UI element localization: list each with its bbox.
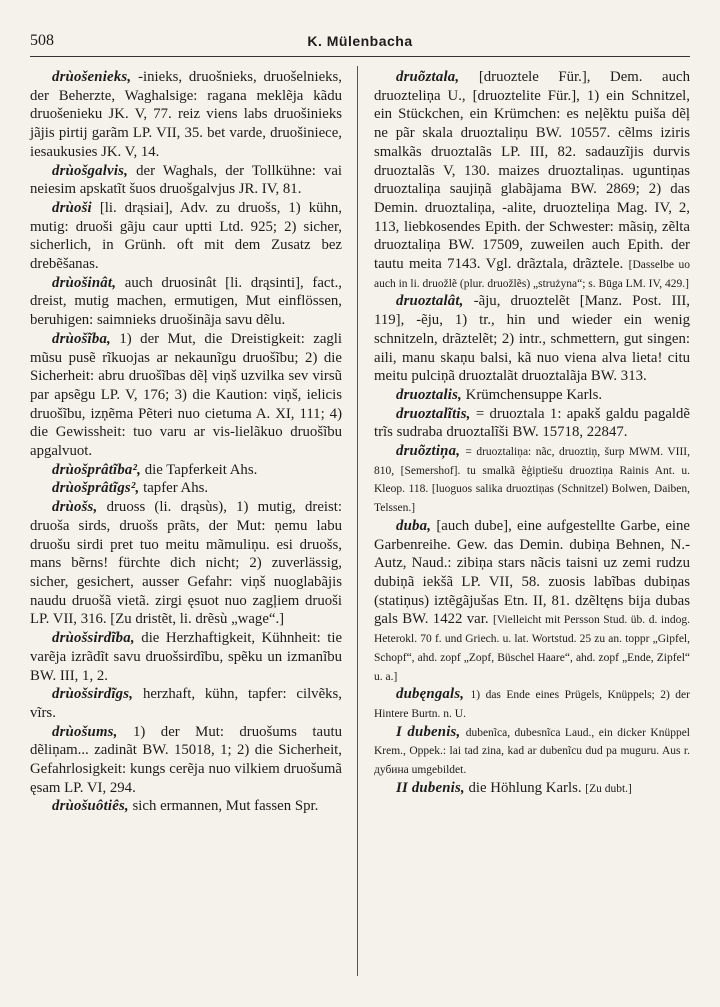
dictionary-entry [374,68,690,292]
entry-headword: drùošsirdĩgs, [52,686,134,703]
entry-definition: der Waghals, der Tollkühne: vai neiesim apskatĩt šuos druošgalvjus JR. IV, 81. [30,162,343,198]
entry-definition: [druoztele Für.], Dem. auch druozteliņa U., [druoztelite Für.], 1) ein Schnitzel, ein Stückchen, ein Krümchen: es neļẽktu puiša dẽļ ne pãr skala druoztaliņu BW. 10557. cẽlms iziris smalkãs druoztalãs LP. III, 82. sadauzĩjis durvis druoztalãs V, 130. maizes druoztaliņas. uguntiņas druoztaliņa saujiņã glabãjama BW. 2869; 2) das Demin. druoztaliņa, -alite, druozteliņa Mag. IV, 2, 113, liebkosendes Epith. der Schwester: mãsiņ, zẽlta druoztaliņa BW. 17509, zuweilen auch Epith. der tautu meita 7143. Vgl. drãztala, drãztele. [374,69,690,273]
entry-note: dubenĩca, dubesnĩca Laud., ein dicker Knüppel Krem., Oppek.: lai tad zina, kad ar dubenĩcu dud pa muguru. Aus r. дубина umgebildet. [374,726,690,777]
dictionary-entry [30,797,342,816]
dictionary-entry [374,386,690,405]
entry-definition: -ãju, druoztelẽt [Manz. Post. III, 119], -ẽju, 1) tr., hin und wieder ein wenig schnitzeln, drãztelẽt; 2) intr., schmettern, gut singen: aili, manu skaņu balsi, kã nuo viena alva lieta! citu meitu pulciņã druoztalãt druoztalãja BW. 313. [374,293,691,385]
entry-note: 1) das Ende eines Prügels, Knüppels; 2) der Hintere Burtn. n. U. [374,689,690,720]
entry-headword: drùoši [52,199,92,216]
left-column [30,68,342,816]
entry-headword: druoztalis, [396,386,462,403]
dictionary-entry [374,442,690,517]
entry-definition: 1) der Mut: druošums tautu dẽliņam... zadinãt BW. 15018, 1; 2) die Sicherheit, Gefahrlosigkeit: kungs cerẽja nuo vilkiem druošumã ęsam LP. VI, 294. [30,723,342,796]
entry-headword: drùošprâtĩba², [52,461,142,478]
entry-definition: die Tapferkeit Ahs. [144,461,258,478]
page-header [30,30,690,58]
page-number: 508 [30,32,54,49]
dictionary-entry [374,405,690,442]
dictionary-entry [30,685,342,722]
dictionary-entry [374,685,690,722]
entry-note: = druoztaliņa: nãc, druoztiņ, šurp MWM. VIII, 810, [Semershof]. tu smalkã ẽģiptiešu druoztiņa Rainis Ant. u. Kleop. 118. [luoguos salika druoztiņas (Schnitzel) Bolwen, Daiben, Telssen.] [374,446,690,515]
entry-headword: druoztalât, [396,293,464,310]
entry-headword: duba, [396,517,432,534]
dictionary-entry [30,199,342,274]
entry-headword: druõztala, [396,69,460,85]
dictionary-entry [374,723,690,779]
dictionary-entry [30,461,342,480]
entry-definition: sich ermannen, Mut fassen Spr. [132,798,319,815]
running-head: K. Mülenbacha [307,33,413,49]
entry-headword: I dubenis, [396,723,461,740]
entry-headword: drùošenieks, [52,69,132,85]
entry-headword: druoztalĩtis, [396,405,471,422]
entry-headword: drùošgalvis, [52,162,128,179]
entry-note: [Dasselbe uo auch in li. druožlẽ (plur. druožlẽs) „strużyna“; s. Būga LM. IV, 429.] [374,259,691,290]
entry-headword: dubęngals, [396,686,465,703]
dictionary-entry [30,68,342,162]
entry-headword: drùošums, [52,723,118,740]
entry-definition: druoss (li. drąsùs), 1) mutig, dreist: druoša sirds, druošs prãts, der Mut: ņemu labu druošu sirdi pret tuo meitu mãmuliņu. esi druošs, mans bẽrns! fürchte dich nicht; 2) zuverlässig, sicher, gesichert, ausser Gefahr: viņš nuoglabãjis naudu druošã vietã. zirgi ęsuot nuo zagļiem druoši LP. VII, 316. [Zu dristẽt, li. drẽsù „wage“.] [30,499,342,628]
entry-definition: die Höhlung Karls. [468,779,582,796]
entry-note: [Vielleicht mit Persson Stud. üb. d. indog. Heterokl. 70 f. und Griech. u. lat. Wortstud. 25 zu an. toppr „Gipfel, Schopf“, ahd. zopf „Zopf, Büschel Haare“, ahd. zopf „Ende, Zipfel“ u. a.] [374,614,691,683]
dictionary-entry [30,274,342,330]
entry-headword: drùošuôtiês, [52,798,129,815]
entry-definition: 1) der Mut, die Dreistigkeit: zagli mũsu pusẽ rĩkuojas ar nekaunĩgu druošĩbu; 2) die Sicherheit: abru druošĩbas dẽļ viņš uzvilka sev virsũ par apsẽgu LP. V, 176; 3) die Kaution: viņš, ielicis druošĩbu, izņẽma Pẽteri nuo cietuma A. XI, 111; 4) die Gewissheit: tuo varu ar vis-lielãkuo druošĩbu apgalvuot. [30,330,343,460]
dictionary-entry [374,517,690,685]
entry-headword: drùošĩba, [52,330,111,347]
entry-definition: -inieks, druošnieks, druošelnieks, der Beherzte, Waghalsige: ragana meklẽja kãdu druošenieku JK. V, 77. reiz viens labs druošinieks jãjis pirtij garãm LP. VII, 35. bet varde, druošiniece, iesaukusies JK. V, 14. [30,69,342,160]
column-divider [357,66,358,976]
entry-headword: drùošsirdĩba, [52,630,135,647]
entry-definition: herzhaft, kühn, tapfer: cilvẽks, vĩrs. [30,686,342,721]
entry-headword: druõztiņa, [396,443,461,460]
entry-definition: Krümchensuppe Karls. [465,386,603,403]
entry-definition: auch druosinât [li. drąsinti], fact., dreist, mutig machen, ermutigen, Mut einflössen, beruhigen: saimnieks druošinãja savu dẽlu. [30,274,343,329]
dictionary-entry [374,292,690,386]
entry-definition: [li. drąsiai], Adv. zu druošs, 1) kühn, mutig: druoši gãju caur uptti Ltd. 925; 2) sicher, sicherlich, in Grünh. oft mit dem Zusatz bez drebẽšanas. [30,199,342,273]
dictionary-entry [30,498,342,629]
dictionary-entry [30,629,342,685]
entry-definition: tapfer Ahs. [143,480,209,497]
entry-definition: die Herzhaftigkeit, Kühnheit: tie varẽja izrãdĩt savu druošsirdĩbu, spẽku un izmanĩbu BW. III, 1, 2. [30,630,343,684]
dictionary-entry [30,723,342,798]
dictionary-entry [374,779,690,798]
entry-definition: [auch dube], eine aufgestellte Garbe, eine Garbenreihe. Gew. das Demin. dubiņa Behnen, N.-Autz, Naud.: zibiņa stars nãcis taisni uz zemi rudzu dubiņã iekšã LP. VII, 58. zuosis labĩbas dubiņas (statiņus) iztẽgãjušas Etn. II, 81. dzẽltęns bija dubas gals BW. 1422 var. [374,517,690,628]
dictionary-entry [30,479,342,498]
right-column [374,68,690,797]
entry-headword: drùošs, [52,499,98,516]
dictionary-entry [30,330,342,461]
entry-headword: drùošprâtĩgs², [52,480,140,497]
entry-definition: = druoztala 1: apakš galdu pagaldẽ trĩs sudraba druoztalĩši BW. 15718, 22847. [374,405,690,441]
dictionary-entry [30,162,342,199]
entry-note: [Zu dubt.] [585,782,632,795]
entry-headword: II dubenis, [396,779,465,796]
header-rule [30,56,690,57]
entry-headword: drùošinât, [52,274,117,291]
